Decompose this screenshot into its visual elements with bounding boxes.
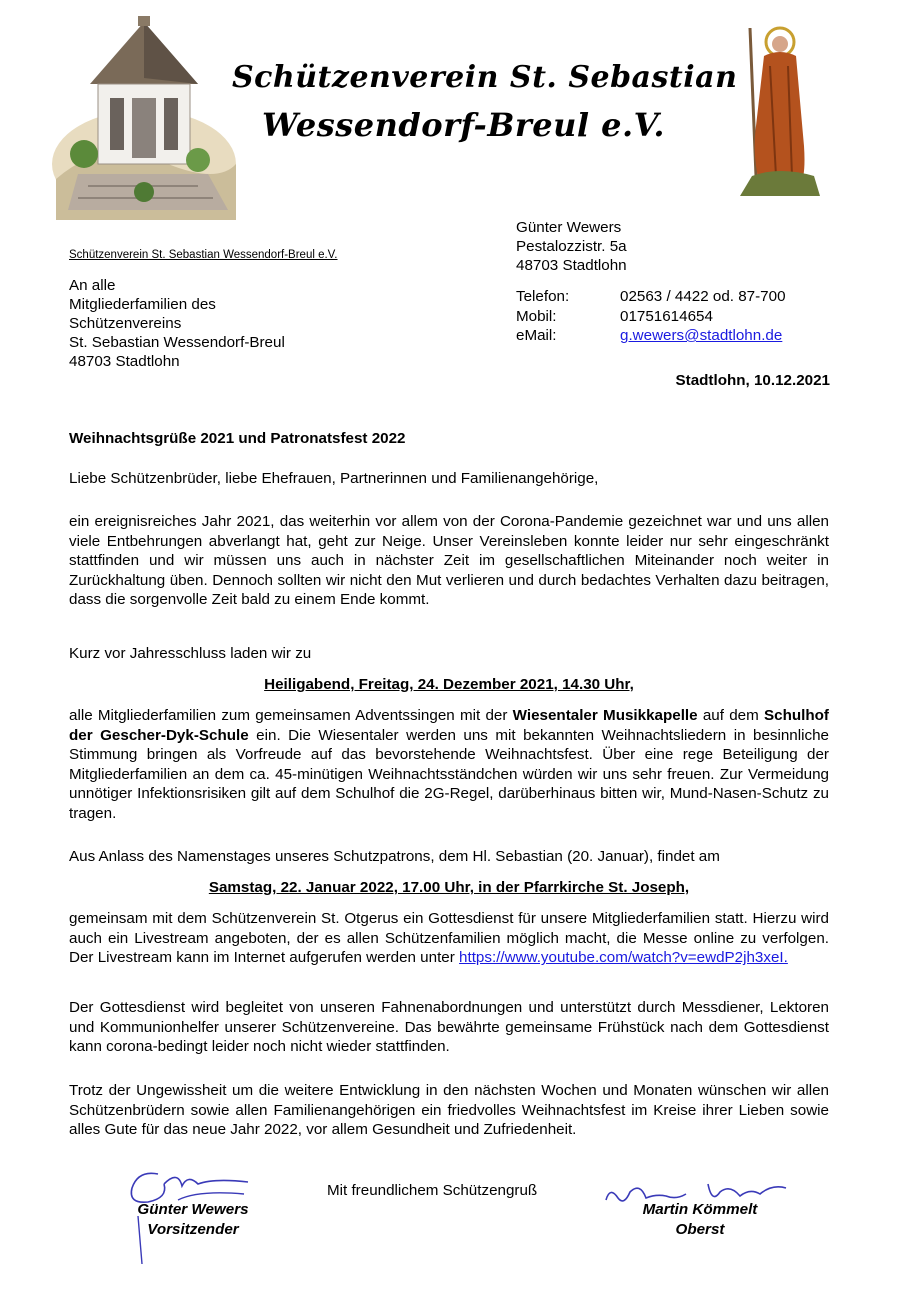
subject-line: Weihnachtsgrüße 2021 und Patronatsfest 2022	[69, 430, 406, 447]
contact-street: Pestalozzistr. 5a	[516, 238, 627, 255]
paragraph-service-details: Der Gottesdienst wird begleitet von unseren Fahnenabordnungen und unterstützt durch Messdiener, Lektoren und Kommunionhelfer unserer Schützenvereine. Das bewährte gemeinsame Frühstück nach dem Gottesdienst kann corona-bedingt leider noch nicht wieder stattfinden.	[69, 999, 829, 1056]
band-name: Wiesentaler Musikkapelle	[512, 707, 698, 724]
paragraph-name-day: Aus Anlass des Namenstages unseres Schutzpatrons, dem Hl. Sebastian (20. Januar), findet am	[69, 848, 720, 865]
email-link[interactable]: g.wewers@stadtlohn.de	[620, 327, 783, 344]
date-line: Stadtlohn, 10.12.2021	[675, 372, 830, 389]
paragraph-intro: ein ereignisreiches Jahr 2021, das weiterhin vor allem von der Corona-Pandemie gezeichnet war und uns allen viele Entbehrungen abverlangt hat, geht zur Neige. Unser Vereinsleben konnte leider nur sehr eingeschränkt stattfinden und wir müssen uns auch in nächster Zeit im gesellschaftlichen Miteinander noch weiter in Zurückhaltung üben. Dennoch sollten wir nicht den Mut verlieren und durch bedachtes Verhalten dazu beitragen, dass die sorgenvolle Zeit bald zu einem Ende kommt.	[69, 513, 829, 609]
recipient-line: Schützenvereins	[69, 315, 182, 332]
mobile-row	[516, 307, 836, 327]
sender-line: Schützenverein St. Sebastian Wessendorf-Breul e.V.	[69, 249, 338, 261]
signer2-name: Martin Kömmelt	[642, 1201, 758, 1218]
location-name: Schulhof der Gescher-Dyk-Schule	[69, 707, 829, 744]
livestream-link[interactable]: https://www.youtube.com/watch?v=ewdP2jh3xeI.	[459, 949, 788, 967]
paragraph-advent-singing	[69, 706, 829, 824]
event-patronal-mass: Samstag, 22. Januar 2022, 17.00 Uhr, in der Pfarrkirche St. Joseph,	[208, 879, 690, 896]
contact-city: 48703 Stadtlohn	[516, 257, 627, 274]
phone-value: 02563 / 4422 od. 87-700	[620, 288, 786, 305]
signer1-role: Vorsitzender	[147, 1221, 239, 1238]
email-label: eMail:	[516, 327, 557, 344]
signer2-role: Oberst	[675, 1221, 725, 1238]
event-christmas-eve: Heiligabend, Freitag, 24. Dezember 2021, 14.30 Uhr,	[264, 676, 634, 693]
paragraph-invitation: Kurz vor Jahresschluss laden wir zu	[69, 645, 312, 662]
mobile-label: Mobil:	[516, 307, 557, 325]
club-title-line1: Schützenverein St. Sebastian	[232, 60, 738, 95]
recipient-address	[69, 276, 285, 371]
email-row	[516, 326, 836, 346]
recipient-line: 48703 Stadtlohn	[69, 353, 180, 370]
recipient-line: Mitgliederfamilien des	[69, 296, 216, 313]
paragraph-wishes: Trotz der Ungewissheit um die weitere Entwicklung in den nächsten Wochen und Monaten wünschen wir allen Schützenbrüdern sowie allen Familienangehörigen ein friedvolles Weihnachtsfest im Kreise ihrer Lieben sowie alles Gute für das neue Jahr 2022, vor allem Gesundheit und Zufriedenheit.	[69, 1082, 829, 1139]
p3-text-e: ein. Die Wiesentaler werden uns mit bekannten Weihnachtsliedern in besinnliche Stimmung bringen als Vorfreude auf das bevorstehende Weihnachtsfest. Über eine rege Beteiligung der Mitgliederfamilien an dem ca. 45-minütigen Weihnachtsständchen würden wir uns sehr freuen. Zur Vermeidung unnötiger Infektionsrisiken gilt auf dem Schulhof die 2G-Regel, darüberhinaus bitten wir, Mund-Nasen-Schutz zu tragen.	[69, 726, 829, 822]
signer1-block	[118, 1200, 268, 1240]
saint-sebastian-figure	[730, 26, 830, 198]
club-title-line2: Wessendorf-Breul e.V.	[262, 106, 666, 144]
recipient-line: An alle	[69, 277, 116, 294]
p3-text-a: alle Mitgliederfamilien zum gemeinsamen Adventssingen mit der	[69, 707, 513, 724]
p3-text-c: auf dem	[697, 707, 765, 724]
phone-row	[516, 287, 836, 307]
salutation: Liebe Schützenbrüder, liebe Ehefrauen, Partnerinnen und Familienangehörige,	[69, 470, 599, 487]
phone-label: Telefon:	[516, 288, 570, 305]
contact-name: Günter Wewers	[516, 219, 622, 236]
chapel-logo	[48, 14, 240, 220]
mobile-value: 01751614654	[620, 307, 713, 325]
paragraph-mass	[69, 909, 829, 968]
contact-block	[516, 218, 836, 346]
signer1-name: Günter Wewers	[137, 1201, 249, 1218]
closing-greeting: Mit freundlichem Schützengruß	[327, 1182, 538, 1199]
recipient-line: St. Sebastian Wessendorf-Breul	[69, 334, 285, 351]
signer2-block	[620, 1200, 780, 1240]
p5-text: gemeinsam mit dem Schützenverein St. Otgerus ein Gottesdienst für unsere Mitgliederfamilien statt. Hierzu wird auch ein Livestream angeboten, der es allen Schützenfamilien möglich macht, die Messe online zu verfolgen. Der Livestream kann im Internet aufgerufen werden unter	[69, 910, 829, 967]
